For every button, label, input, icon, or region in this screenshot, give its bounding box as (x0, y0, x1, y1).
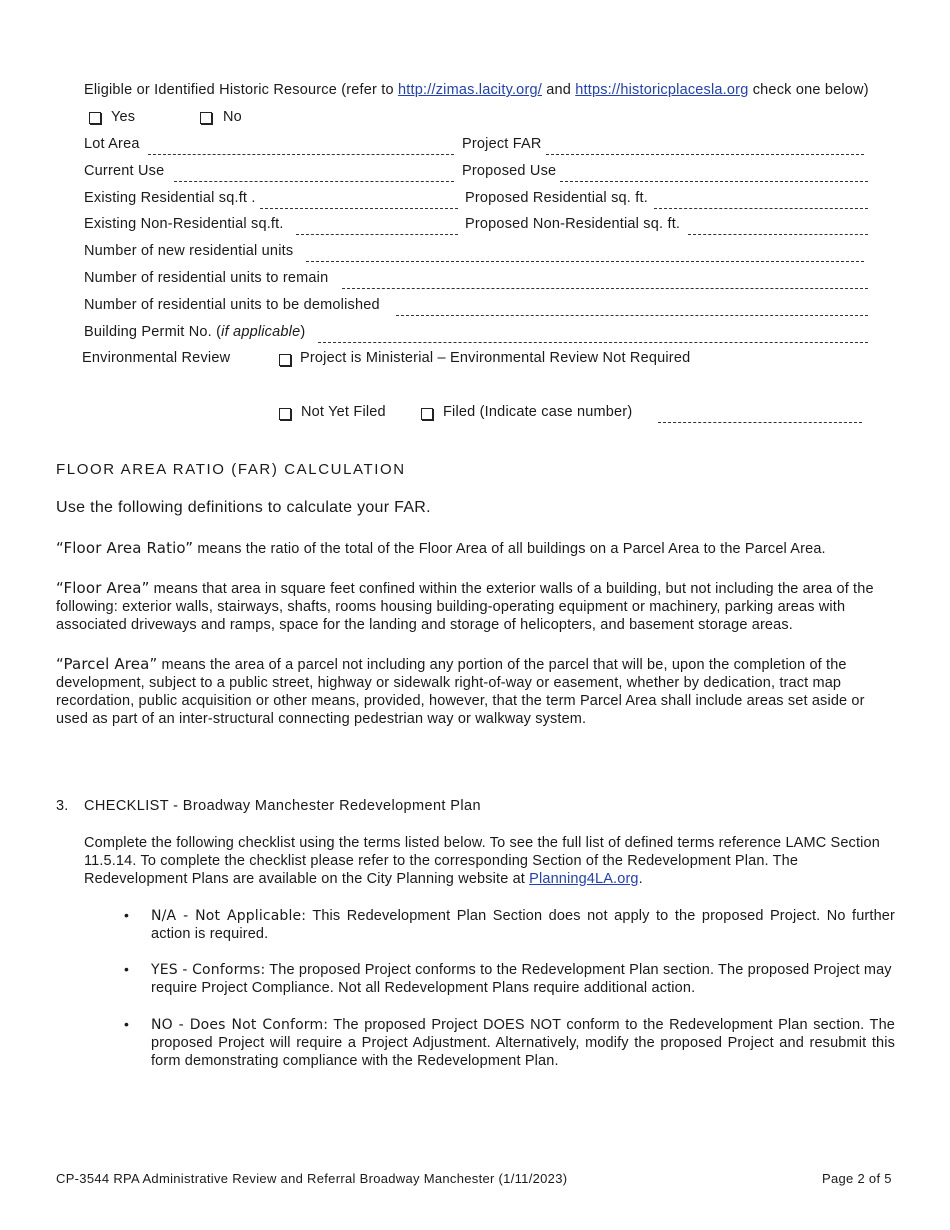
historic-no-checkbox[interactable] (200, 112, 212, 124)
far-heading: FLOOR AREA RATIO (FAR) CALCULATION (56, 461, 406, 478)
planning4la-link[interactable]: Planning4LA.org (529, 871, 639, 887)
proposed-nonres-label: Proposed Non-Residential sq. ft. (465, 216, 681, 232)
proposed-res-label: Proposed Residential sq. ft. (465, 190, 648, 206)
filed-checkbox[interactable] (421, 408, 433, 420)
proposed-nonres-field[interactable] (688, 234, 868, 235)
historic-resource-label: Eligible or Identified Historic Resource (refer to http://zimas.lacity.org/ and https://historicplacesla.org check one below) (84, 82, 869, 98)
existing-res-label: Existing Residential sq.ft . (84, 190, 256, 206)
current-use-field[interactable] (174, 181, 454, 182)
footer-page-number: Page 2 of 5 (822, 1171, 892, 1186)
new-units-field[interactable] (306, 261, 864, 262)
building-permit-field[interactable] (318, 342, 868, 343)
historicplaces-link[interactable]: https://historicplacesla.org (575, 82, 749, 98)
checklist-item-yes: YES - Conforms: The proposed Project conforms to the Redevelopment Plan section. The proposed Project may require Project Compliance. Not all Redevelopment Plans require additional action. (151, 962, 892, 996)
historic-no-label: No (223, 109, 242, 125)
far-definition-ratio: “Floor Area Ratio” means the ratio of the total of the Floor Area of all buildings on a Parcel Area to the Parcel Area. (56, 539, 826, 557)
historic-yes-checkbox[interactable] (89, 112, 101, 124)
not-yet-filed-label: Not Yet Filed (301, 404, 386, 420)
proposed-res-field[interactable] (654, 208, 868, 209)
not-yet-filed-checkbox[interactable] (279, 408, 291, 420)
checklist-heading: CHECKLIST - Broadway Manchester Redevelopment Plan (84, 798, 481, 814)
units-remain-field[interactable] (342, 288, 868, 289)
far-definition-floor-area: “Floor Area” means that area in square feet confined within the exterior walls of a building, but not including the area of the following: exterior walls, stairways, shafts, rooms housing building-operating equipment or machinery, parking areas with associated driveways and ramps, space for the landing and storage of helicopters, and basement storage areas. (56, 579, 874, 633)
case-number-field[interactable] (658, 422, 862, 423)
bullet-icon: • (124, 907, 129, 923)
lot-area-field[interactable] (148, 154, 454, 155)
project-far-label: Project FAR (462, 136, 542, 152)
filed-label: Filed (Indicate case number) (443, 404, 633, 420)
checklist-intro: Complete the following checklist using the terms listed below. To see the full list of defined terms reference LAMC Section 11.5.14. To complete the checklist please refer to the corresponding Section of the Redevelopment Plan. The Redevelopment Plans are available on the City Planning website at Planning4LA.org. (84, 835, 880, 887)
units-demolished-label: Number of residential units to be demolished (84, 297, 380, 313)
existing-res-field[interactable] (260, 208, 458, 209)
historic-yes-label: Yes (111, 109, 136, 125)
checklist-item-no: NO - Does Not Conform: The proposed Project DOES NOT conform to the Redevelopment Plan section. The proposed Project will require a Project Adjustment. Alternatively, modify the proposed Project and resubmit this form demonstrating compliance with the Redevelopment Plan. (151, 1017, 895, 1069)
far-definition-parcel-area: “Parcel Area” means the area of a parcel not including any portion of the parcel that will be, upon the completion of the development, subject to a public street, highway or sidewalk right-of-way or easement, whether by dedication, tract map recordation, public acquisition or other means, provided, however, that the term Parcel Area shall include areas set aside or used as part of an inter-structural connecting pedestrian way or walkway system. (56, 655, 865, 727)
proposed-use-label: Proposed Use (462, 163, 557, 179)
lot-area-label: Lot Area (84, 136, 140, 152)
checklist-item-na: N/A - Not Applicable: This Redevelopment Plan Section does not apply to the proposed Project. No further action is required. (151, 908, 895, 942)
checklist-number: 3. (56, 798, 69, 814)
proposed-use-field[interactable] (560, 181, 868, 182)
units-demolished-field[interactable] (396, 315, 868, 316)
building-permit-label: Building Permit No. (if applicable) (84, 324, 306, 340)
ministerial-checkbox[interactable] (279, 354, 291, 366)
footer-form-id: CP-3544 RPA Administrative Review and Referral Broadway Manchester (1/11/2023) (56, 1171, 568, 1186)
units-remain-label: Number of residential units to remain (84, 270, 329, 286)
zimas-link[interactable]: http://zimas.lacity.org/ (398, 82, 542, 98)
far-intro: Use the following definitions to calculate your FAR. (56, 499, 431, 516)
new-units-label: Number of new residential units (84, 243, 294, 259)
existing-nonres-field[interactable] (296, 234, 458, 235)
ministerial-label: Project is Ministerial – Environmental Review Not Required (300, 350, 691, 366)
project-far-field[interactable] (546, 154, 864, 155)
existing-nonres-label: Existing Non-Residential sq.ft. (84, 216, 284, 232)
bullet-icon: • (124, 961, 129, 977)
current-use-label: Current Use (84, 163, 165, 179)
environmental-review-label: Environmental Review (82, 350, 231, 366)
bullet-icon: • (124, 1016, 129, 1032)
